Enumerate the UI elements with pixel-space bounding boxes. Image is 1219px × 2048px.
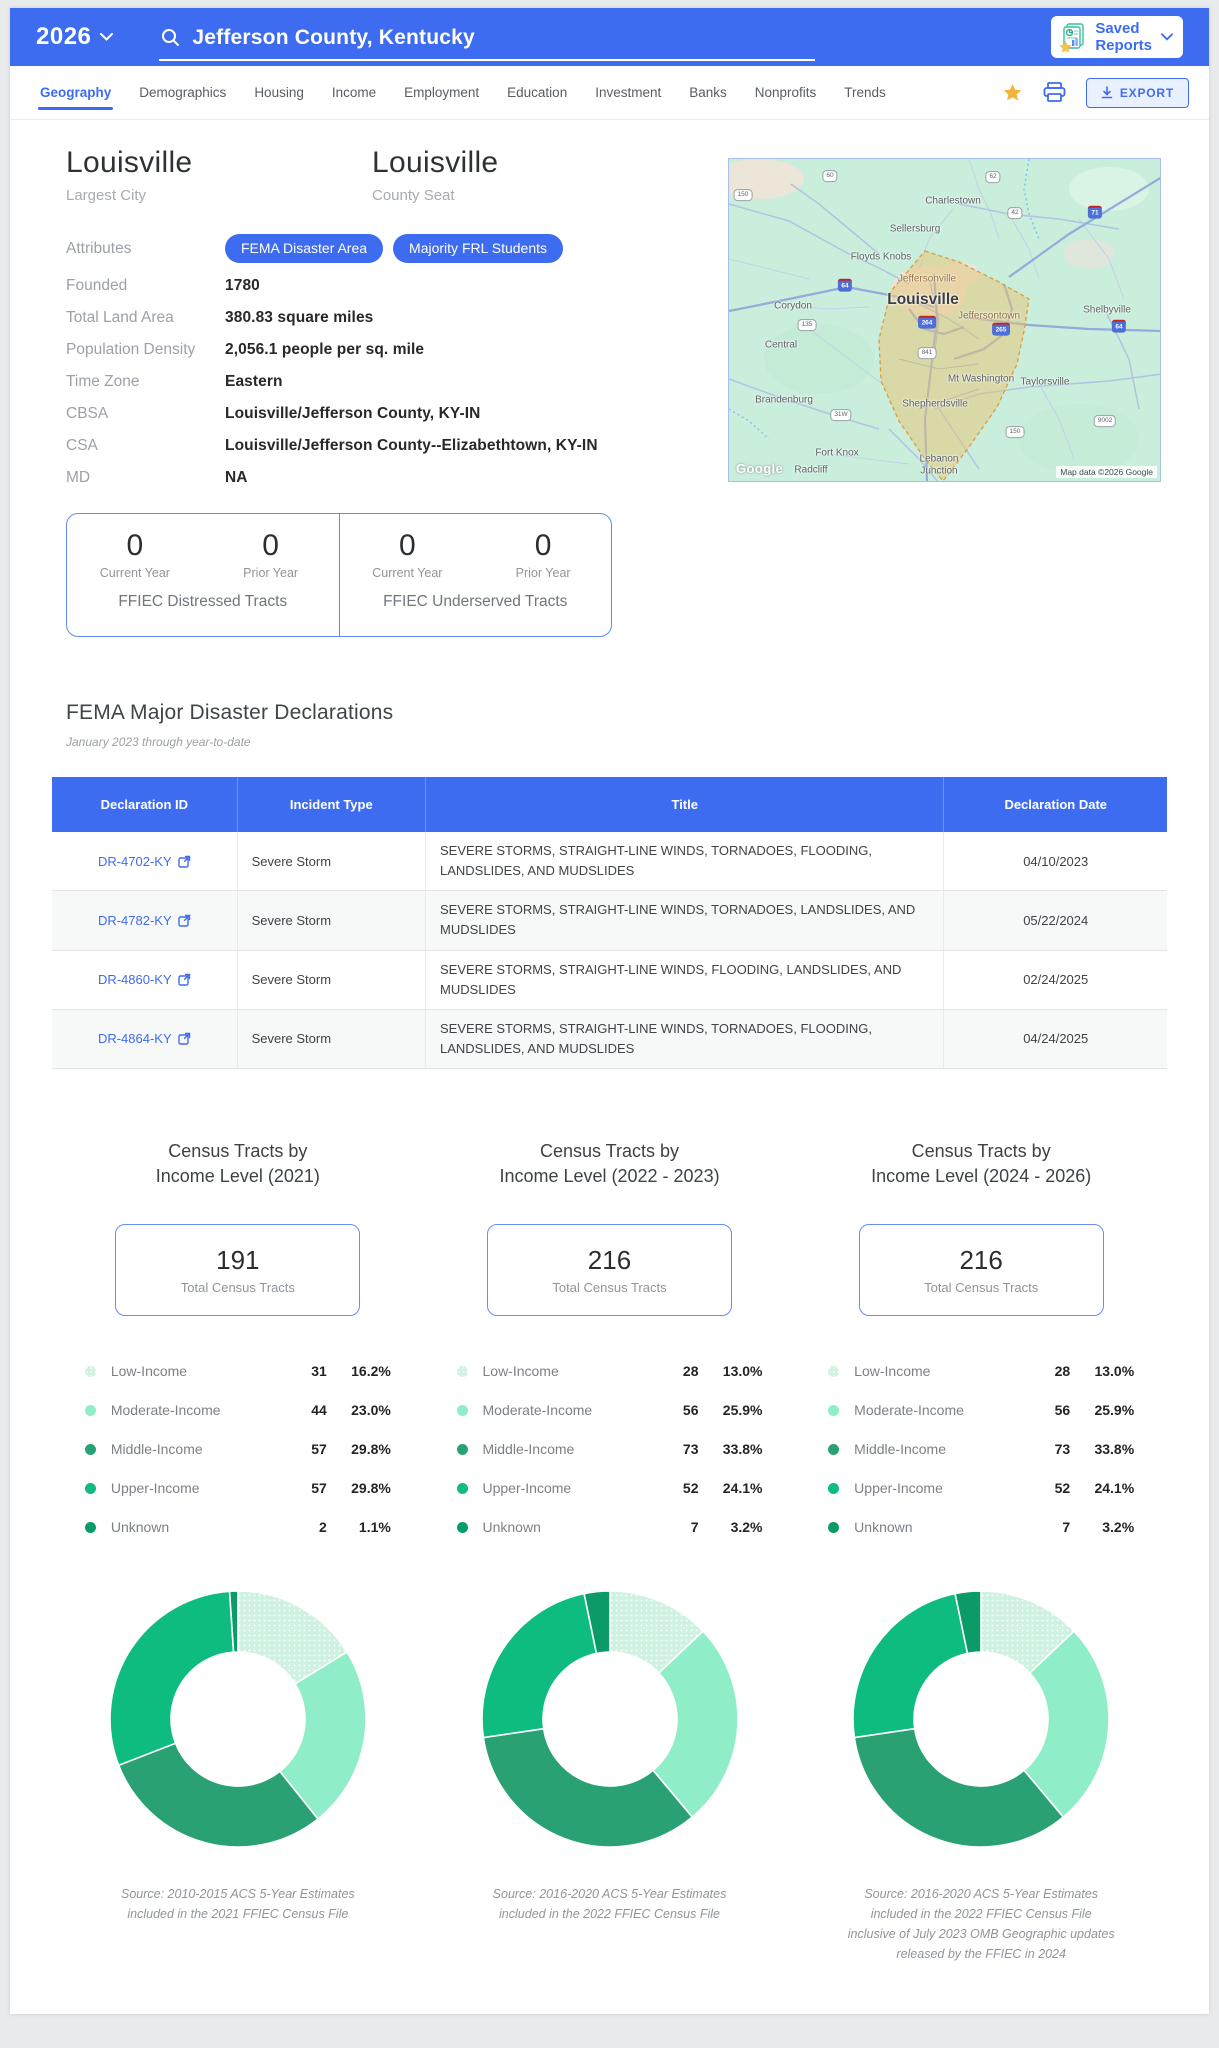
map-town-label: Charlestown — [925, 195, 981, 207]
legend-percent: 33.8% — [722, 1441, 763, 1457]
legend-dot-icon — [85, 1483, 96, 1494]
fact-label: CBSA — [66, 405, 109, 422]
largest-city-value: Louisville — [66, 146, 193, 179]
chevron-down-icon — [1161, 33, 1173, 41]
legend-percent: 13.0% — [1094, 1363, 1135, 1379]
census-panel-title: Census Tracts by Income Level (2021) — [155, 1141, 320, 1187]
map-route-shield: 62 — [985, 171, 1000, 183]
total-tracts-box — [859, 1224, 1104, 1316]
map-route-shield: 150 — [1006, 426, 1025, 438]
fact-label: Founded — [66, 277, 128, 294]
incident-type-cell: Severe Storm — [237, 950, 425, 1009]
total-tracts-box — [115, 1224, 360, 1316]
legend-count: 52 — [1054, 1480, 1071, 1496]
legend-row — [457, 1430, 763, 1469]
total-tracts-label: Total Census Tracts — [180, 1279, 295, 1295]
map-town-label: Sellersburg — [889, 223, 941, 235]
fema-column-header: Title — [426, 777, 944, 832]
legend-count: 2 — [319, 1519, 327, 1535]
fema-table-row — [52, 1009, 1167, 1068]
legend-dot-icon — [828, 1366, 839, 1377]
legend-count: 57 — [311, 1480, 327, 1496]
ffiec-count-label: Current Year — [99, 566, 170, 580]
map-copyright: Map data ©2026 Google — [1056, 466, 1157, 478]
total-tracts-value: 191 — [216, 1244, 260, 1275]
ffiec-count: 0 — [534, 529, 552, 562]
legend-row — [828, 1391, 1134, 1430]
ffiec-panel-title: FFIEC Distressed Tracts — [118, 593, 288, 610]
ffiec-count-label: Current Year — [372, 566, 443, 580]
tab-investment[interactable]: Investment — [595, 85, 662, 100]
ffiec-count: 0 — [126, 529, 144, 562]
map-route-shield: 71 — [1088, 206, 1102, 219]
legend-percent: 25.9% — [1094, 1402, 1135, 1418]
map-town-label: Taylorsville — [1020, 376, 1070, 388]
fact-label: CSA — [66, 437, 98, 454]
declaration-title-cell: SEVERE STORMS, STRAIGHT-LINE WINDS, TORNADOES, FLOODING, LANDSLIDES, AND MUDSLIDES — [426, 832, 944, 891]
legend-row — [828, 1430, 1134, 1469]
map-route-shield: 31W — [830, 409, 851, 421]
income-donut-chart — [102, 1583, 374, 1855]
legend-dot-icon — [828, 1405, 839, 1416]
map-town-label: Shelbyville — [1083, 304, 1131, 316]
legend-dot-icon — [457, 1405, 468, 1416]
legend-dot-icon — [457, 1366, 468, 1377]
total-tracts-value: 216 — [959, 1244, 1003, 1275]
fema-column-header: Incident Type — [237, 777, 425, 832]
attribute-badge[interactable]: FEMA Disaster Area — [225, 234, 383, 263]
fact-label: Population Density — [66, 341, 196, 358]
declaration-title-cell: SEVERE STORMS, STRAIGHT-LINE WINDS, TORNADOES, FLOODING, LANDSLIDES, AND MUDSLIDES — [426, 1009, 944, 1068]
map-graphic — [729, 159, 1161, 482]
declaration-date-cell: 04/10/2023 — [944, 832, 1167, 891]
declaration-link[interactable] — [98, 972, 191, 987]
legend-percent: 3.2% — [1102, 1519, 1135, 1535]
legend-count: 56 — [682, 1402, 699, 1418]
search-input[interactable] — [159, 22, 815, 61]
favorite-star-icon[interactable] — [1002, 83, 1023, 103]
map-town-label: Jeffersonville — [897, 273, 957, 285]
fact-value: Louisville/Jefferson County--Elizabethtown, KY-IN — [225, 437, 598, 454]
legend-row — [85, 1508, 391, 1547]
fact-value: Louisville/Jefferson County, KY-IN — [225, 405, 481, 422]
census-panel — [795, 1139, 1167, 1963]
legend-dot-icon — [828, 1522, 839, 1533]
declaration-link[interactable] — [98, 913, 191, 928]
facts-grid — [66, 234, 728, 487]
external-link-icon — [178, 855, 191, 868]
fact-label: MD — [66, 469, 91, 486]
source-line: included in the 2022 FFIEC Census File — [499, 1906, 720, 1921]
fact-label: Time Zone — [66, 373, 140, 390]
legend-count: 73 — [1054, 1441, 1071, 1457]
legend-label: Unknown — [482, 1519, 541, 1535]
legend-label: Unknown — [854, 1519, 913, 1535]
fema-table-header — [52, 777, 1167, 832]
map-route-shield: 9002 — [1094, 415, 1116, 427]
search-value: Jefferson County, Kentucky — [192, 25, 475, 49]
county-seat-label: County Seat — [372, 187, 455, 204]
map-town-label: Mt Washington — [947, 373, 1015, 385]
census-tracts-section — [52, 1139, 1167, 1989]
fema-table-row — [52, 832, 1167, 891]
legend-count: 52 — [682, 1480, 699, 1496]
legend-row — [828, 1508, 1134, 1547]
legend-row — [828, 1352, 1134, 1391]
google-logo: Google — [736, 461, 784, 476]
ffiec-panel-title: FFIEC Underserved Tracts — [383, 593, 568, 610]
legend-label: Middle-Income — [482, 1441, 575, 1457]
declaration-title-cell: SEVERE STORMS, STRAIGHT-LINE WINDS, FLOODING, LANDSLIDES, AND MUDSLIDES — [426, 950, 944, 1009]
legend-percent: 29.8% — [351, 1441, 391, 1457]
map-town-label: Shepherdsville — [902, 398, 968, 410]
attributes-label: Attributes — [66, 239, 132, 257]
ffiec-count-label: Prior Year — [515, 566, 571, 580]
legend-count: 28 — [682, 1363, 699, 1379]
legend-percent: 13.0% — [722, 1363, 763, 1379]
map-route-shield: 64 — [1112, 320, 1126, 333]
legend-row — [457, 1352, 763, 1391]
fact-value: 1780 — [225, 277, 260, 294]
map-route-shield: 264 — [918, 316, 936, 329]
legend-percent: 24.1% — [722, 1480, 763, 1496]
income-donut-chart — [474, 1583, 746, 1855]
legend-count: 31 — [311, 1363, 327, 1379]
declaration-id: DR-4782-KY — [97, 912, 172, 928]
total-tracts-value: 216 — [587, 1244, 632, 1275]
tabbar-actions — [1002, 78, 1189, 108]
source-line: Source: 2016-2020 ACS 5-Year Estimates — [864, 1886, 1099, 1901]
legend-percent: 33.8% — [1094, 1441, 1135, 1457]
map-town-label: Jeffersontown — [957, 310, 1021, 322]
download-icon — [1101, 86, 1113, 99]
source-line: inclusive of July 2023 OMB Geographic updates — [847, 1926, 1115, 1941]
ffiec-count-label: Prior Year — [243, 566, 299, 580]
legend-row — [457, 1469, 763, 1508]
map-town-label: Lebanon Junction — [919, 453, 959, 476]
largest-city-block — [66, 146, 372, 204]
fema-section-subtitle: January 2023 through year-to-date — [66, 735, 251, 749]
legend-dot-icon — [457, 1522, 468, 1533]
legend-label: Upper-Income — [482, 1480, 572, 1496]
legend-row — [85, 1352, 391, 1391]
legend-percent: 24.1% — [1094, 1480, 1135, 1496]
tab-trends[interactable]: Trends — [844, 85, 886, 100]
census-panel — [52, 1139, 424, 1963]
fema-table — [52, 777, 1167, 1069]
map-town-label: Floyds Knobs — [850, 251, 912, 263]
map-route-shield: 265 — [992, 323, 1010, 336]
external-link-icon — [178, 973, 191, 986]
source-line: Source: 2016-2020 ACS 5-Year Estimates — [492, 1886, 727, 1901]
attribute-badges — [225, 234, 728, 263]
year-dropdown[interactable] — [36, 23, 113, 51]
ffiec-tracts-box — [66, 513, 612, 637]
legend-count: 57 — [311, 1441, 327, 1457]
map-town-label: Brandenburg — [755, 394, 813, 406]
external-link-icon — [178, 914, 191, 927]
declaration-title-cell: SEVERE STORMS, STRAIGHT-LINE WINDS, TORNADOES, LANDSLIDES, AND MUDSLIDES — [426, 891, 944, 950]
year-value: 2026 — [36, 23, 92, 50]
tab-income[interactable]: Income — [331, 85, 377, 100]
geography-summary — [52, 120, 1167, 487]
app-window — [10, 8, 1209, 2014]
census-panel-title: Census Tracts by Income Level (2024 - 2026) — [871, 1141, 1092, 1187]
county-seat-block — [372, 146, 678, 204]
map-town-label: Radcliff — [794, 464, 828, 476]
legend-percent: 29.8% — [351, 1480, 391, 1496]
legend-count: 7 — [690, 1519, 699, 1535]
map-town-label: Central — [764, 339, 798, 351]
ffiec-panel — [339, 514, 612, 636]
source-note — [52, 1884, 424, 1924]
legend-row — [85, 1391, 391, 1430]
legend-row — [85, 1430, 391, 1469]
income-donut-chart — [845, 1583, 1117, 1855]
legend-label: Middle-Income — [854, 1441, 946, 1457]
map-route-shield: 60 — [822, 170, 837, 182]
legend-dot-icon — [85, 1405, 96, 1416]
legend-row — [828, 1469, 1134, 1508]
income-legend — [457, 1352, 763, 1547]
tab-housing[interactable]: Housing — [254, 85, 304, 100]
census-panel-title: Census Tracts by Income Level (2022 - 2023) — [499, 1141, 720, 1187]
legend-label: Moderate-Income — [854, 1402, 964, 1418]
declaration-date-cell: 02/24/2025 — [944, 950, 1167, 1009]
fema-column-header: Declaration Date — [944, 777, 1167, 832]
map-town-label: Fort Knox — [815, 447, 859, 459]
legend-label: Unknown — [110, 1519, 170, 1535]
source-line: released by the FFIEC in 2024 — [896, 1946, 1066, 1961]
legend-percent: 1.1% — [358, 1519, 391, 1535]
declaration-link[interactable] — [98, 854, 191, 869]
ffiec-panel — [67, 514, 339, 636]
map-route-shield: 841 — [918, 347, 937, 359]
legend-label: Middle-Income — [110, 1441, 203, 1457]
legend-dot-icon — [457, 1444, 468, 1455]
ffiec-count: 0 — [262, 529, 279, 562]
source-line: included in the 2022 FFIEC Census File — [870, 1906, 1092, 1921]
legend-count: 56 — [1054, 1402, 1071, 1418]
saved-reports-icon — [1059, 22, 1086, 52]
fact-value: NA — [225, 469, 248, 486]
map-route-shield: 64 — [838, 279, 852, 292]
incident-type-cell: Severe Storm — [237, 832, 425, 891]
legend-row — [85, 1469, 391, 1508]
legend-count: 7 — [1062, 1519, 1071, 1535]
external-link-icon — [178, 1032, 191, 1045]
fema-section-title: FEMA Major Disaster Declarations — [66, 701, 394, 724]
legend-count: 28 — [1054, 1363, 1071, 1379]
total-tracts-label: Total Census Tracts — [924, 1279, 1039, 1295]
tab-demographics[interactable]: Demographics — [139, 85, 227, 100]
declaration-date-cell: 04/24/2025 — [944, 1009, 1167, 1068]
chevron-down-icon — [100, 33, 113, 41]
map-town-label: Corydon — [774, 300, 812, 312]
legend-percent: 23.0% — [351, 1402, 391, 1418]
income-legend — [85, 1352, 391, 1547]
fema-table-row — [52, 891, 1167, 950]
county-map[interactable] — [728, 158, 1161, 482]
fact-label: Total Land Area — [66, 309, 174, 326]
source-line: included in the 2021 FFIEC Census File — [127, 1906, 349, 1921]
legend-label: Upper-Income — [854, 1480, 943, 1496]
ffiec-count: 0 — [399, 529, 416, 562]
map-route-shield: 135 — [798, 319, 817, 331]
source-line: Source: 2010-2015 ACS 5-Year Estimates — [120, 1886, 355, 1901]
tabs-container — [26, 66, 900, 119]
total-tracts-box — [487, 1224, 732, 1316]
fema-column-header: Declaration ID — [52, 777, 237, 832]
source-note — [424, 1884, 796, 1924]
fact-value: Eastern — [225, 373, 283, 390]
legend-label: Low-Income — [854, 1363, 931, 1379]
census-panel — [424, 1139, 796, 1963]
fema-table-row — [52, 950, 1167, 1009]
export-button[interactable] — [1086, 78, 1189, 108]
source-note — [795, 1884, 1167, 1964]
tab-education[interactable]: Education — [507, 85, 568, 100]
attribute-badge[interactable]: Majority FRL Students — [393, 234, 563, 263]
map-route-shield: 150 — [734, 189, 753, 201]
map-town-label: Louisville — [887, 291, 959, 308]
legend-label: Low-Income — [110, 1363, 188, 1379]
incident-type-cell: Severe Storm — [237, 1009, 425, 1068]
tab-banks[interactable]: Banks — [689, 85, 727, 100]
legend-label: Low-Income — [482, 1363, 559, 1379]
export-label: EXPORT — [1119, 85, 1174, 100]
declaration-link[interactable] — [98, 1031, 191, 1046]
legend-label: Moderate-Income — [110, 1402, 221, 1418]
fact-value: 380.83 square miles — [225, 309, 374, 326]
total-tracts-label: Total Census Tracts — [552, 1279, 667, 1295]
legend-dot-icon — [85, 1366, 96, 1377]
search-icon — [161, 28, 180, 47]
legend-count: 44 — [311, 1402, 327, 1418]
legend-dot-icon — [85, 1444, 96, 1455]
declaration-id: DR-4860-KY — [97, 972, 172, 988]
incident-type-cell: Severe Storm — [237, 891, 425, 950]
legend-dot-icon — [85, 1522, 96, 1533]
saved-reports-label: Saved Reports — [1095, 19, 1152, 54]
declaration-id: DR-4864-KY — [97, 1031, 172, 1047]
legend-row — [457, 1508, 763, 1547]
legend-dot-icon — [457, 1483, 468, 1494]
legend-count: 73 — [682, 1441, 699, 1457]
tab-employment[interactable]: Employment — [404, 85, 480, 100]
map-route-shield: 42 — [1007, 207, 1022, 219]
legend-percent: 25.9% — [722, 1402, 763, 1418]
tab-geography[interactable]: Geography — [26, 66, 125, 119]
tab-nonprofits[interactable]: Nonprofits — [754, 85, 817, 100]
legend-percent: 16.2% — [351, 1363, 391, 1379]
legend-dot-icon — [828, 1444, 839, 1455]
saved-reports-button[interactable] — [1051, 16, 1183, 59]
county-seat-value: Louisville — [372, 146, 499, 179]
legend-label: Upper-Income — [110, 1480, 200, 1496]
largest-city-label: Largest City — [66, 187, 147, 204]
declaration-id: DR-4702-KY — [97, 853, 172, 869]
legend-dot-icon — [828, 1483, 839, 1494]
legend-row — [457, 1391, 763, 1430]
tab-bar — [10, 66, 1209, 120]
income-legend — [828, 1352, 1134, 1547]
legend-label: Moderate-Income — [482, 1402, 593, 1418]
top-bar — [10, 8, 1209, 66]
legend-percent: 3.2% — [730, 1519, 763, 1535]
declaration-date-cell: 05/22/2024 — [944, 891, 1167, 950]
fact-value: 2,056.1 people per sq. mile — [225, 341, 425, 358]
print-icon[interactable] — [1043, 82, 1066, 103]
